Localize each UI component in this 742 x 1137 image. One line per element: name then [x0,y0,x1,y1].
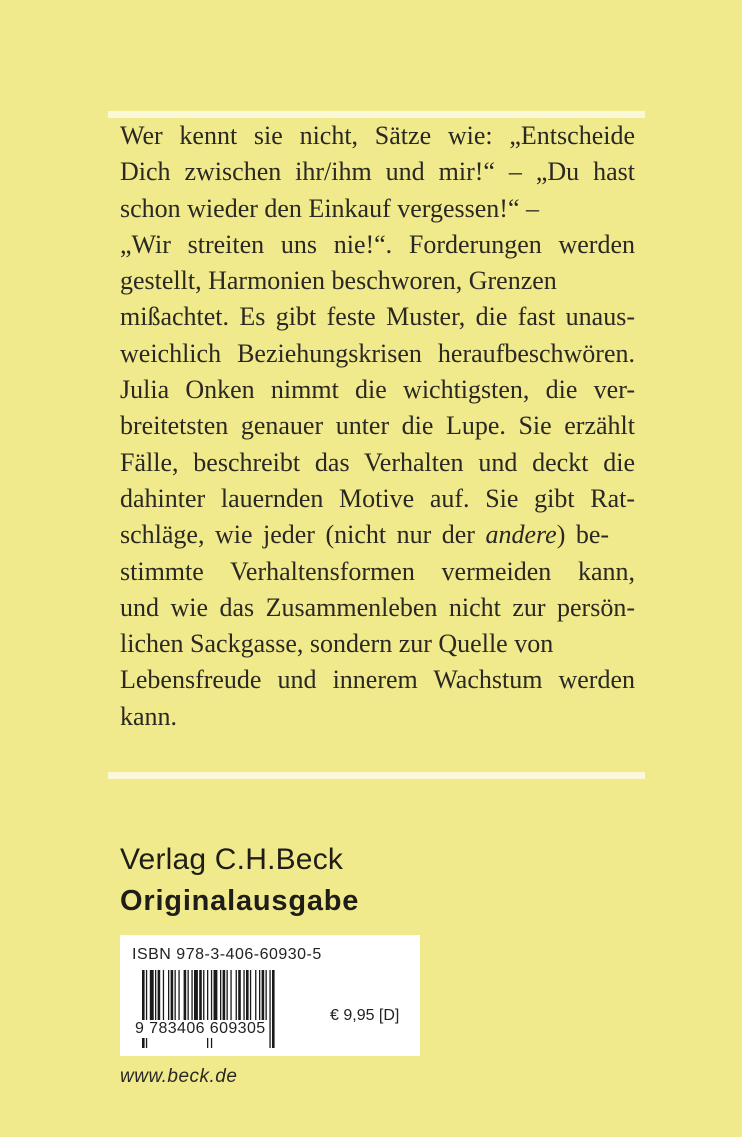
price-label: € 9,95 [D] [330,1007,400,1024]
blurb-line: kann. [120,701,178,731]
blurb-line: weichlich Beziehungskrisen heraufbeschwören. [120,338,635,368]
blurb-line [120,517,635,553]
blurb-line: und wie das Zusammenleben nicht zur persön- [120,592,635,622]
blurb-text [120,118,635,735]
blurb-line: Julia Onken nimmt die wichtigsten, die ver- [120,375,635,405]
isbn-barcode-box [120,935,420,1056]
top-divider [108,111,645,118]
blurb-line: dahinter lauernden Motive auf. Sie gibt Rat- [120,483,635,513]
barcode-digits: 9 783406 609305 [135,1020,266,1037]
blurb-line: Wer kennt sie nicht, Sätze wie: „Entscheide [120,121,635,150]
bottom-divider [108,772,645,779]
blurb-line-start: schläge, wie jeder (nicht nur der [120,520,475,550]
blurb-line-end: ) be- [556,520,610,550]
blurb-line: schon wieder den Einkauf vergessen!“ – [120,193,539,223]
blurb-line: Dich zwischen ihr/ihm und mir!“ – „Du hast [120,157,635,187]
blurb-line: Fälle, beschreibt das Verhalten und deckt die [120,447,635,477]
isbn-number: ISBN 978-3-406-60930-5 [132,946,322,963]
blurb-line: lichen Sackgasse, sondern zur Quelle von [120,629,554,659]
edition-label: Originalausgabe [120,885,360,917]
blurb-line: breitetsten genauer unter die Lupe. Sie erzählt [120,411,635,441]
blurb-line: stimmte Verhaltensformen vermeiden kann, [120,556,635,586]
publisher-name: Verlag C.H.Beck [120,843,344,876]
blurb-line: „Wir streiten uns nie!“. Forderungen werden [120,229,635,259]
website-link[interactable]: www.beck.de [120,1066,238,1087]
blurb-line: gestellt, Harmonien beschworen, Grenzen [120,266,557,296]
blurb-emphasis: andere [485,520,557,550]
blurb-line: Lebensfreude und innerem Wachstum werden [120,665,635,695]
blurb-line: mißachtet. Es gibt feste Muster, die fast unaus- [120,302,635,332]
